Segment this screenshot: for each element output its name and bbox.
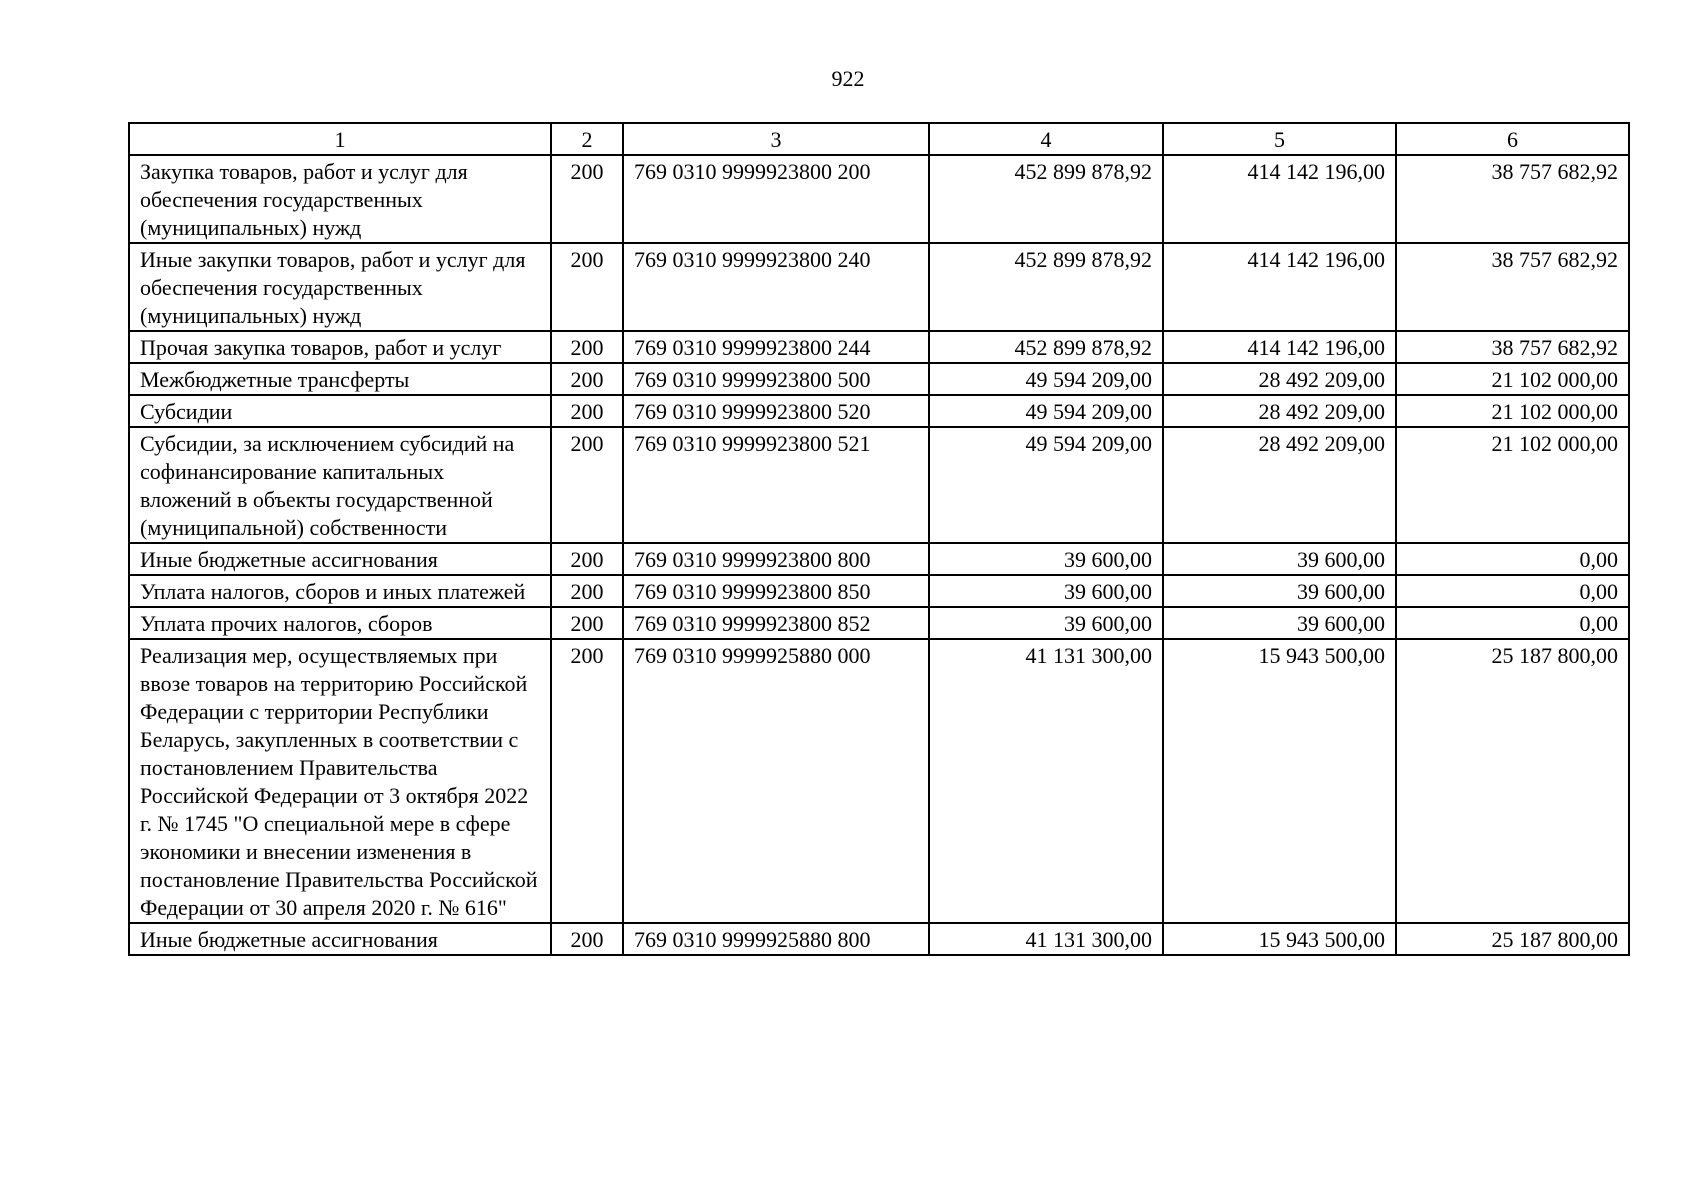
row-col6: 0,00 xyxy=(1396,607,1629,639)
row-code: 769 0310 9999925880 800 xyxy=(623,923,929,955)
table-row xyxy=(129,543,1629,575)
column-header: 6 xyxy=(1396,123,1629,155)
row-col6: 25 187 800,00 xyxy=(1396,639,1629,923)
row-col4: 49 594 209,00 xyxy=(929,363,1163,395)
row-col4: 41 131 300,00 xyxy=(929,923,1163,955)
row-col5: 15 943 500,00 xyxy=(1163,639,1396,923)
column-header: 3 xyxy=(623,123,929,155)
row-admin: 200 xyxy=(551,575,623,607)
row-col4: 452 899 878,92 xyxy=(929,331,1163,363)
row-col6: 38 757 682,92 xyxy=(1396,155,1629,243)
row-col6: 25 187 800,00 xyxy=(1396,923,1629,955)
row-col4: 39 600,00 xyxy=(929,575,1163,607)
table-row xyxy=(129,331,1629,363)
column-header: 2 xyxy=(551,123,623,155)
row-name: Иные бюджетные ассигнования xyxy=(129,543,551,575)
row-admin: 200 xyxy=(551,155,623,243)
table-row xyxy=(129,923,1629,955)
table-row xyxy=(129,363,1629,395)
column-header: 4 xyxy=(929,123,1163,155)
row-admin: 200 xyxy=(551,395,623,427)
row-admin: 200 xyxy=(551,543,623,575)
row-code: 769 0310 9999923800 500 xyxy=(623,363,929,395)
row-col4: 49 594 209,00 xyxy=(929,427,1163,543)
row-name: Иные бюджетные ассигнования xyxy=(129,923,551,955)
row-col6: 38 757 682,92 xyxy=(1396,331,1629,363)
row-admin: 200 xyxy=(551,607,623,639)
row-col6: 21 102 000,00 xyxy=(1396,427,1629,543)
row-code: 769 0310 9999923800 850 xyxy=(623,575,929,607)
row-name: Реализация мер, осуществляемых при ввозе товаров на территорию Российской Федерации с территории Республики Беларусь, закупленных в соответствии с постановлением Правительства Российской Федерации от 3 октября 2022 г. № 1745 "О специальной мере в сфере экономики и внесении изменения в постановление Правительства Российской Федерации от 30 апреля 2020 г. № 616" xyxy=(129,639,551,923)
row-code: 769 0310 9999923800 521 xyxy=(623,427,929,543)
row-col4: 452 899 878,92 xyxy=(929,243,1163,331)
row-col4: 41 131 300,00 xyxy=(929,639,1163,923)
row-col5: 39 600,00 xyxy=(1163,543,1396,575)
page-number: 922 xyxy=(831,66,865,91)
row-col5: 28 492 209,00 xyxy=(1163,363,1396,395)
table-row xyxy=(129,639,1629,923)
row-col5: 28 492 209,00 xyxy=(1163,395,1396,427)
row-col4: 49 594 209,00 xyxy=(929,395,1163,427)
row-admin: 200 xyxy=(551,639,623,923)
row-name: Межбюджетные трансферты xyxy=(129,363,551,395)
row-name: Субсидии, за исключением субсидий на софинансирование капитальных вложений в объекты государственной (муниципальной) собственности xyxy=(129,427,551,543)
row-col6: 0,00 xyxy=(1396,575,1629,607)
row-name: Уплата прочих налогов, сборов xyxy=(129,607,551,639)
row-admin: 200 xyxy=(551,331,623,363)
row-col5: 39 600,00 xyxy=(1163,575,1396,607)
row-code: 769 0310 9999923800 852 xyxy=(623,607,929,639)
row-col5: 15 943 500,00 xyxy=(1163,923,1396,955)
row-col5: 414 142 196,00 xyxy=(1163,243,1396,331)
row-code: 769 0310 9999923800 200 xyxy=(623,155,929,243)
row-code: 769 0310 9999923800 520 xyxy=(623,395,929,427)
table-row xyxy=(129,427,1629,543)
table-row xyxy=(129,155,1629,243)
row-admin: 200 xyxy=(551,427,623,543)
row-name: Уплата налогов, сборов и иных платежей xyxy=(129,575,551,607)
column-header: 5 xyxy=(1163,123,1396,155)
row-col4: 452 899 878,92 xyxy=(929,155,1163,243)
table-row xyxy=(129,243,1629,331)
row-col6: 38 757 682,92 xyxy=(1396,243,1629,331)
row-code: 769 0310 9999923800 240 xyxy=(623,243,929,331)
table-row xyxy=(129,607,1629,639)
row-col6: 0,00 xyxy=(1396,543,1629,575)
row-col6: 21 102 000,00 xyxy=(1396,363,1629,395)
budget-table xyxy=(128,122,1630,956)
table-row xyxy=(129,575,1629,607)
row-code: 769 0310 9999923800 244 xyxy=(623,331,929,363)
row-col5: 414 142 196,00 xyxy=(1163,331,1396,363)
row-col4: 39 600,00 xyxy=(929,607,1163,639)
row-name: Иные закупки товаров, работ и услуг для обеспечения государственных (муниципальных) нужд xyxy=(129,243,551,331)
row-admin: 200 xyxy=(551,243,623,331)
row-col6: 21 102 000,00 xyxy=(1396,395,1629,427)
row-col5: 414 142 196,00 xyxy=(1163,155,1396,243)
row-name: Закупка товаров, работ и услуг для обеспечения государственных (муниципальных) нужд xyxy=(129,155,551,243)
row-col5: 28 492 209,00 xyxy=(1163,427,1396,543)
row-admin: 200 xyxy=(551,923,623,955)
table-row xyxy=(129,395,1629,427)
row-admin: 200 xyxy=(551,363,623,395)
row-code: 769 0310 9999923800 800 xyxy=(623,543,929,575)
row-col5: 39 600,00 xyxy=(1163,607,1396,639)
column-header: 1 xyxy=(129,123,551,155)
row-name: Субсидии xyxy=(129,395,551,427)
row-col4: 39 600,00 xyxy=(929,543,1163,575)
header-row xyxy=(129,123,1629,155)
row-code: 769 0310 9999925880 000 xyxy=(623,639,929,923)
row-name: Прочая закупка товаров, работ и услуг xyxy=(129,331,551,363)
